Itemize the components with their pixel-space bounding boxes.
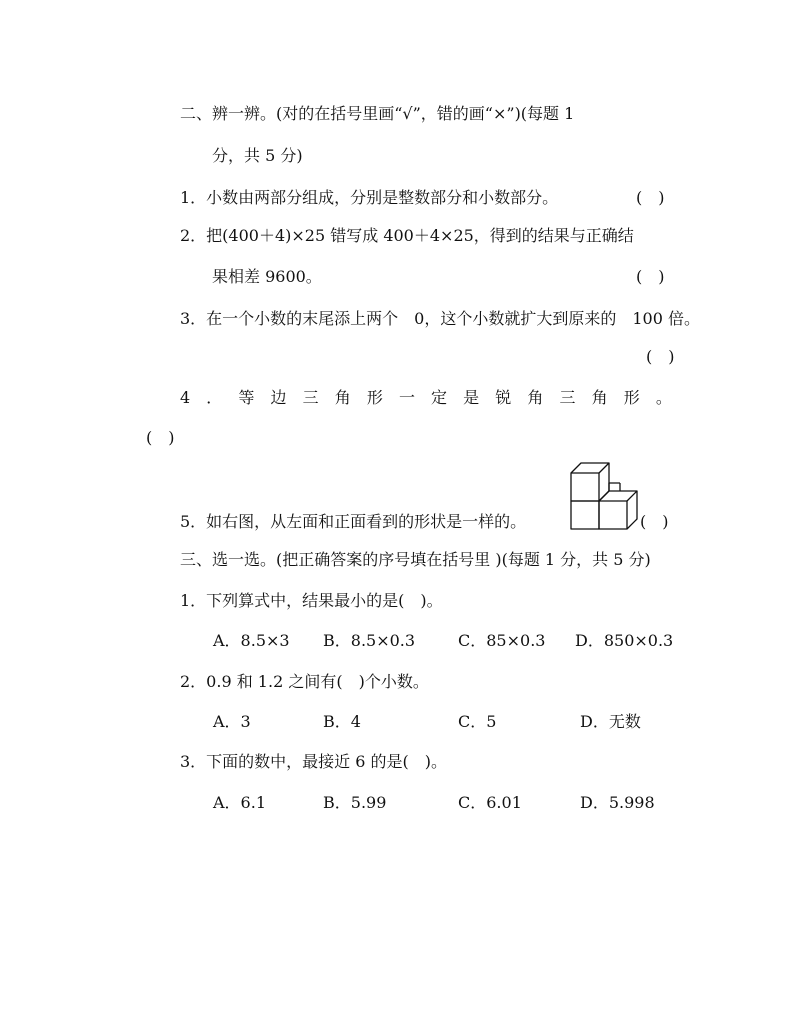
question-2-3-text: 3．在一个小数的末尾添上两个 0，这个小数就扩大到原来的 100 倍。	[180, 309, 700, 328]
cube-stack-figure	[570, 462, 642, 530]
option-d[interactable]: D．5.998	[580, 793, 655, 812]
question-3-3-options	[213, 793, 683, 813]
answer-paren[interactable]: ( )	[636, 188, 665, 207]
section-3-heading: 三、选一选。(把正确答案的序号填在括号里 )(每题 1 分，共 5 分)	[180, 550, 651, 569]
option-b[interactable]: B．5.99	[323, 793, 387, 812]
question-3-1-text: 1．下列算式中，结果最小的是( )。	[180, 591, 443, 610]
question-3-3-text: 3．下面的数中，最接近 6 的是( )。	[180, 752, 448, 771]
option-c[interactable]: C．85×0.3	[458, 631, 546, 650]
answer-paren[interactable]: ( )	[636, 267, 665, 286]
question-2-2-line1: 2．把(400＋4)×25 错写成 400＋4×25，得到的结果与正确结	[180, 226, 634, 245]
option-a[interactable]: A．6.1	[213, 793, 267, 812]
question-2-2-line2: 果相差 9600。	[212, 267, 322, 286]
option-a[interactable]: A．3	[213, 712, 251, 731]
question-3-2-options	[213, 712, 683, 732]
option-b[interactable]: B．4	[323, 712, 361, 731]
section-2-heading-line2: 分，共 5 分)	[212, 146, 303, 165]
question-3-2-text: 2．0.9 和 1.2 之间有( )个小数。	[180, 672, 429, 691]
option-c[interactable]: C．6.01	[458, 793, 522, 812]
section-2-heading-line1: 二、辨一辨。(对的在括号里画“√”，错的画“×”)(每题 1	[180, 104, 575, 123]
option-b[interactable]: B．8.5×0.3	[323, 631, 416, 650]
question-2-5-text: 5．如右图，从左面和正面看到的形状是一样的。	[180, 512, 527, 531]
answer-paren[interactable]: ( )	[640, 512, 669, 531]
question-2-4-text: 4 ． 等 边 三 角 形 一 定 是 锐 角 三 角 形 。	[180, 388, 672, 407]
option-d[interactable]: D．850×0.3	[575, 631, 674, 650]
answer-paren[interactable]: ( )	[646, 347, 675, 366]
answer-paren[interactable]: ( )	[146, 428, 175, 447]
option-c[interactable]: C．5	[458, 712, 497, 731]
option-d[interactable]: D．无数	[580, 712, 641, 731]
option-a[interactable]: A．8.5×3	[213, 631, 290, 650]
question-3-1-options	[213, 631, 683, 651]
question-2-1-text: 1．小数由两部分组成，分别是整数部分和小数部分。	[180, 188, 559, 207]
